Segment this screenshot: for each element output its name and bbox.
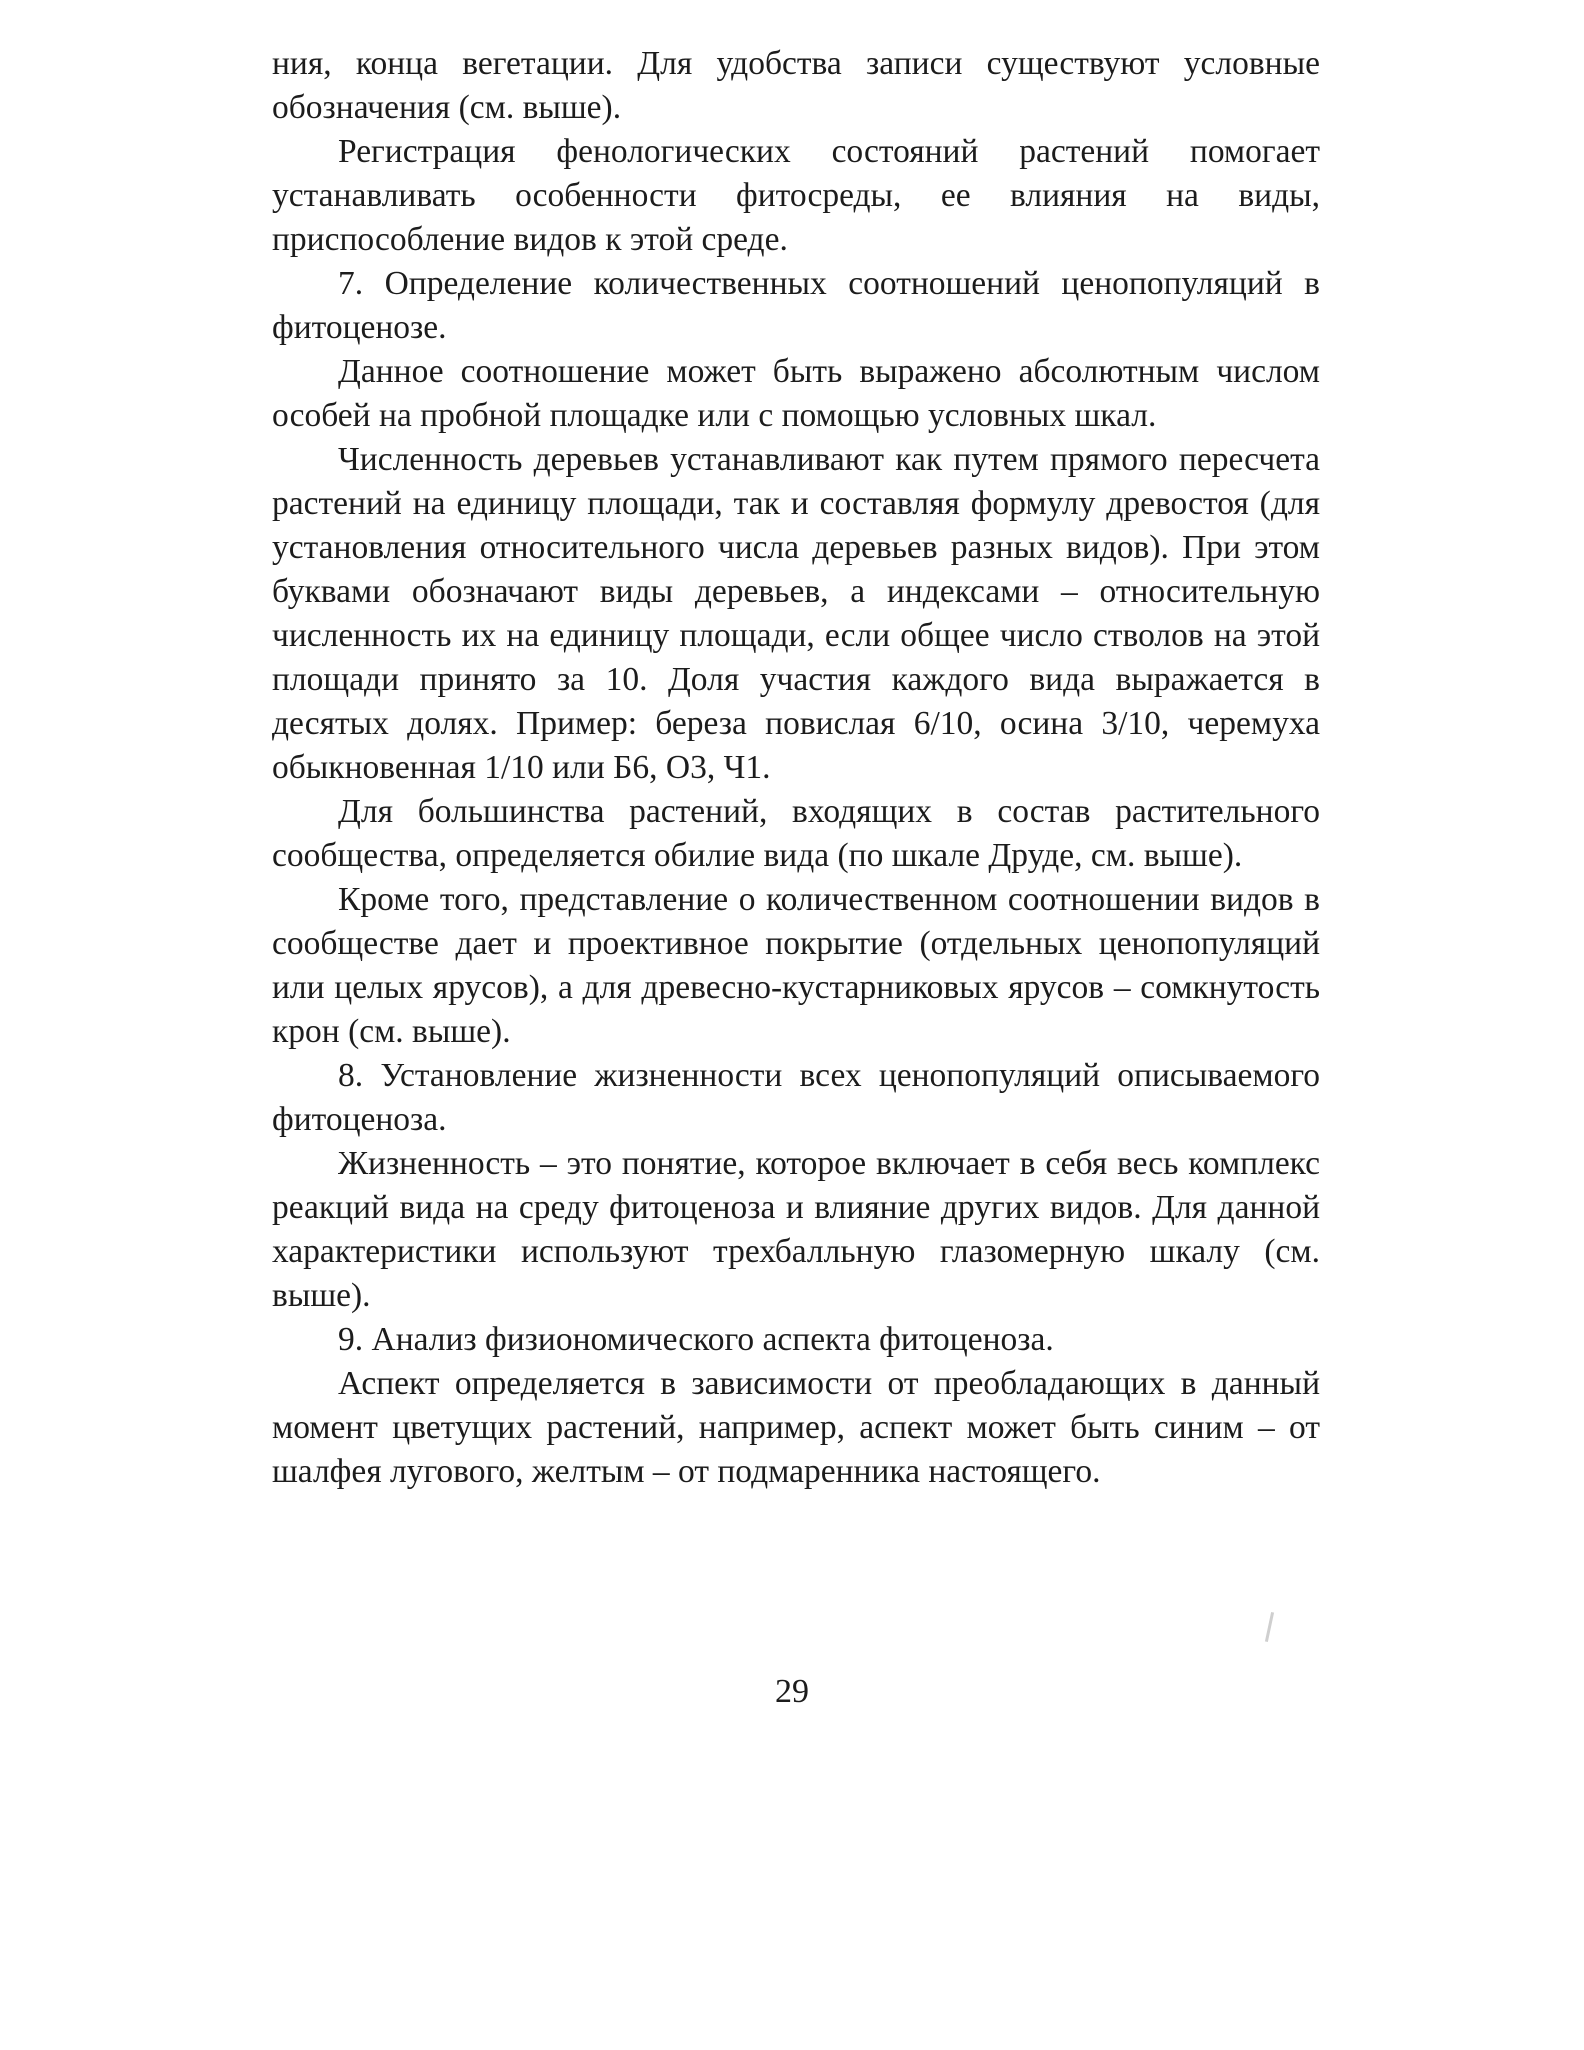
paragraph-continuation: ния, конца вегетации. Для удобства записи существуют условные обозначения (см. выше). bbox=[272, 45, 1320, 126]
paragraph-abundance: Для большинства растений, входящих в состав растительного сообщества, определяется обилие вида (по шкале Друде, см. выше). bbox=[272, 793, 1320, 874]
scan-mark bbox=[1265, 1612, 1274, 1642]
paragraph-tree-count: Численность деревьев устанавливают как путем прямого пересчета растений на единицу площади, так и составляя формулу древостоя (для установления относительного числа деревьев разных видов). При этом буквами обозначают виды деревьев, а индексами – относительную численность их на единицу площади, если общее число стволов на этой площади принято за 10. Доля участия каждого вида выражается в десятых долях. Пример: береза повислая 6/10, осина 3/10, черемуха обыкновенная 1/10 или Б6, О3, Ч1. bbox=[272, 441, 1320, 786]
paragraph-ratio: Данное соотношение может быть выражено абсолютным числом особей на пробной площадке или с помощью условных шкал. bbox=[272, 353, 1320, 434]
page-number: 29 bbox=[775, 1673, 809, 1710]
section-heading-8: 8. Установление жизненности всех ценопопуляций описываемого фитоценоза. bbox=[272, 1057, 1320, 1138]
paragraph-phenology: Регистрация фенологических состояний растений помогает устанавливать особенности фитосреды, ее влияния на виды, приспособление видов к этой среде. bbox=[272, 133, 1320, 258]
paragraph-vitality: Жизненность – это понятие, которое включает в себя весь комплекс реакций вида на среду фитоценоза и влияние других видов. Для данной характеристики используют трехбалльную глазомерную шкалу (см. выше). bbox=[272, 1145, 1320, 1314]
section-heading-9: 9. Анализ физиономического аспекта фитоценоза. bbox=[338, 1321, 1054, 1358]
paragraph-aspect: Аспект определяется в зависимости от преобладающих в данный момент цветущих растений, например, аспект может быть синим – от шалфея лугового, желтым – от подмаренника настоящего. bbox=[272, 1365, 1320, 1490]
page-body bbox=[272, 42, 1320, 1494]
paragraph-coverage: Кроме того, представление о количественном соотношении видов в сообществе дает и проективное покрытие (отдельных ценопопуляций или целых ярусов), а для древесно-кустарниковых ярусов – сомкнутость крон (см. выше). bbox=[272, 881, 1320, 1050]
section-heading-7: 7. Определение количественных соотношений ценопопуляций в фитоценозе. bbox=[272, 265, 1320, 346]
